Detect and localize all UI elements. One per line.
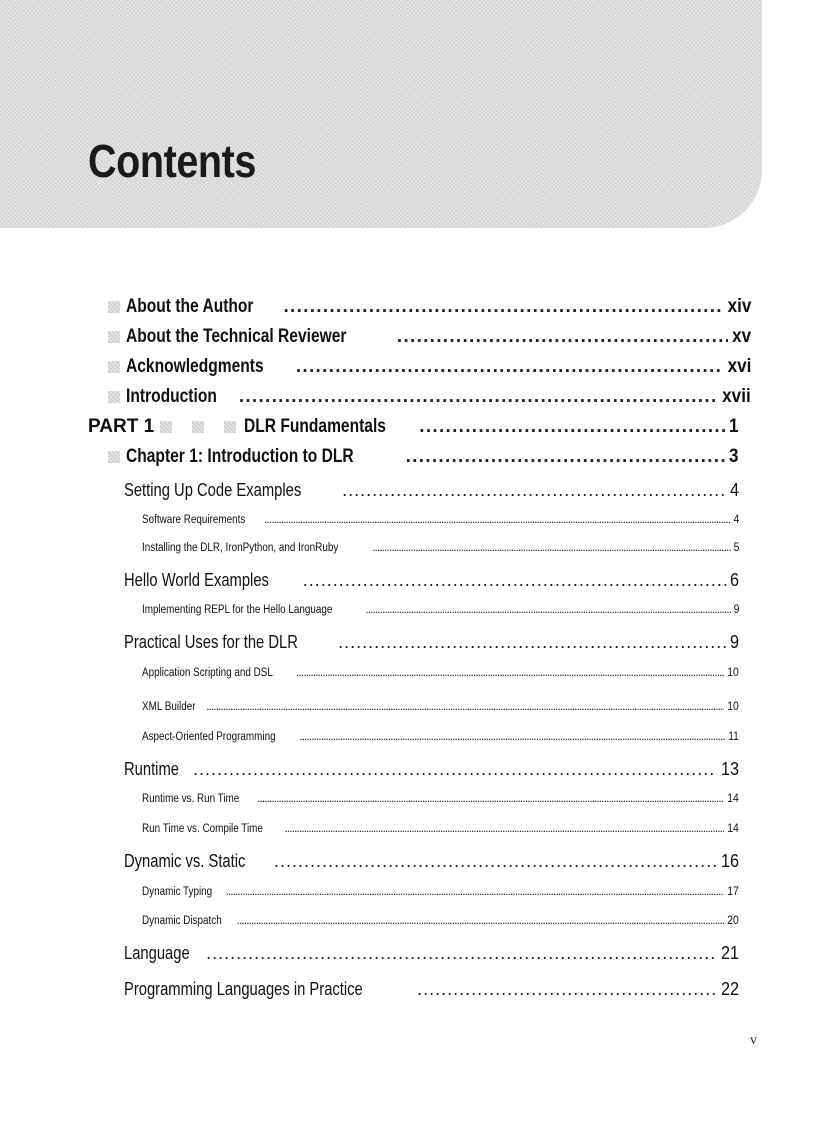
toc-entry-title: Programming Languages in Practice — [124, 979, 363, 999]
toc-subsection-implementing-repl[interactable] — [142, 604, 739, 616]
toc-subsection-dynamic-dispatch[interactable] — [142, 915, 739, 927]
page-number: v — [750, 1033, 757, 1048]
toc-page-number: xvii — [722, 386, 751, 407]
toc-entry-title: Aspect-Oriented Programming — [142, 731, 276, 743]
toc-section-practical-uses[interactable] — [124, 632, 739, 653]
header-band — [0, 0, 762, 228]
toc-section-language[interactable] — [124, 943, 739, 964]
dot-leader — [274, 851, 717, 872]
toc-page-number: 10 — [727, 667, 739, 679]
toc-page-number: 20 — [727, 915, 739, 927]
toc-subsection-dynamic-typing[interactable] — [142, 886, 739, 898]
bullet-icon — [224, 421, 236, 433]
toc-entry-title: Introduction — [126, 386, 217, 407]
dot-leader — [206, 943, 717, 964]
dot-leader — [372, 542, 730, 554]
dot-leader — [283, 296, 722, 318]
toc-entry-technical-reviewer[interactable] — [108, 326, 751, 348]
toc-entry-title: Installing the DLR, IronPython, and IronRuby — [142, 542, 339, 554]
toc-subsection-xml-builder[interactable] — [142, 701, 739, 713]
bullet-icon — [108, 391, 120, 403]
dot-leader — [303, 570, 727, 591]
toc-entry-title: Runtime vs. Run Time — [142, 793, 240, 805]
dot-leader — [419, 416, 726, 438]
toc-entry-title: About the Technical Reviewer — [126, 326, 347, 347]
toc-section-dynamic-vs-static[interactable] — [124, 851, 739, 872]
toc-entry-title: Acknowledgments — [126, 356, 264, 377]
bullet-icon — [108, 301, 120, 313]
toc-page-number: 13 — [720, 759, 739, 779]
toc-entry-title: About the Author — [126, 296, 254, 317]
toc-entry-introduction[interactable] — [108, 386, 751, 408]
dot-leader — [365, 604, 730, 616]
toc-entry-acknowledgments[interactable] — [108, 356, 751, 378]
bullet-icon — [108, 451, 120, 463]
dot-leader — [285, 823, 725, 835]
toc-subsection-application-scripting[interactable] — [142, 667, 739, 679]
toc-page-number: 9 — [733, 604, 739, 616]
dot-leader — [226, 886, 725, 898]
toc-page-number: 14 — [727, 793, 739, 805]
toc-page-number: 1 — [729, 416, 739, 437]
dot-leader — [296, 667, 724, 679]
toc-page-number: 21 — [720, 943, 739, 963]
toc-entry-title: Setting Up Code Examples — [124, 480, 302, 500]
toc-entry-title: Practical Uses for the DLR — [124, 632, 298, 652]
toc-page-number: 6 — [729, 570, 739, 590]
toc-subsection-installing-dlr[interactable] — [142, 542, 739, 554]
toc-page-number: 5 — [733, 542, 739, 554]
dot-leader — [397, 326, 728, 348]
toc-page-number: 16 — [720, 851, 739, 871]
dot-leader — [257, 793, 724, 805]
dot-leader — [264, 514, 730, 526]
toc-page-number: 22 — [720, 979, 739, 999]
toc-subsection-run-time-vs-compile-time[interactable] — [142, 823, 739, 835]
toc-entry-title: Implementing REPL for the Hello Language — [142, 604, 333, 616]
toc-page-number: 17 — [727, 886, 739, 898]
bullet-icon — [160, 421, 172, 433]
toc-entry-part-1[interactable] — [88, 416, 739, 438]
bullet-icon — [108, 361, 120, 373]
toc-section-programming-languages[interactable] — [124, 979, 739, 1000]
part-label: PART 1 — [88, 416, 155, 437]
part-separator — [160, 420, 242, 432]
dot-leader — [206, 701, 724, 713]
toc-entry-title: Hello World Examples — [124, 570, 269, 590]
dot-leader — [338, 632, 727, 653]
toc-page-number: 4 — [729, 480, 739, 500]
toc-subsection-runtime-vs-run-time[interactable] — [142, 793, 739, 805]
toc-page-number: xvi — [727, 356, 751, 377]
toc-section-runtime[interactable] — [124, 759, 739, 780]
dot-leader — [296, 356, 723, 378]
toc-page-number: 4 — [733, 514, 739, 526]
toc-subsection-aspect-oriented[interactable] — [142, 731, 739, 743]
toc-entry-title: Software Requirements — [142, 514, 246, 526]
dot-leader — [237, 915, 725, 927]
toc-page-number: 3 — [729, 446, 739, 467]
dot-leader — [342, 480, 727, 501]
toc-entry-title: Dynamic Typing — [142, 886, 213, 898]
toc-page-number: 9 — [729, 632, 739, 652]
toc-entry-title: Run Time vs. Compile Time — [142, 823, 263, 835]
toc-entry-title: DLR Fundamentals — [244, 416, 387, 437]
dot-leader — [239, 386, 717, 408]
dot-leader — [417, 979, 717, 1000]
dot-leader — [406, 446, 727, 468]
toc-section-hello-world[interactable] — [124, 570, 739, 591]
toc-entry-about-author[interactable] — [108, 296, 751, 318]
toc-entry-title: Language — [124, 943, 190, 963]
dot-leader — [193, 759, 717, 780]
toc-entry-title: Application Scripting and DSL — [142, 667, 273, 679]
toc-entry-title: Dynamic Dispatch — [142, 915, 222, 927]
bullet-icon — [192, 421, 204, 433]
toc-page-number: 10 — [727, 701, 739, 713]
toc-page-number: xv — [731, 326, 751, 347]
bullet-icon — [108, 331, 120, 343]
toc-page-number: 14 — [727, 823, 739, 835]
toc-entry-title: Chapter 1: Introduction to DLR — [126, 446, 354, 467]
toc-subsection-software-requirements[interactable] — [142, 514, 739, 526]
dot-leader — [299, 731, 725, 743]
toc-entry-title: XML Builder — [142, 701, 196, 713]
page-title: Contents — [88, 135, 256, 187]
toc-entry-chapter-1[interactable] — [108, 446, 739, 468]
toc-page-number: xiv — [727, 296, 751, 317]
toc-page-number: 11 — [728, 731, 739, 743]
toc-section-setting-up[interactable] — [124, 480, 739, 501]
toc-entry-title: Runtime — [124, 759, 179, 779]
toc-entry-title: Dynamic vs. Static — [124, 851, 246, 871]
